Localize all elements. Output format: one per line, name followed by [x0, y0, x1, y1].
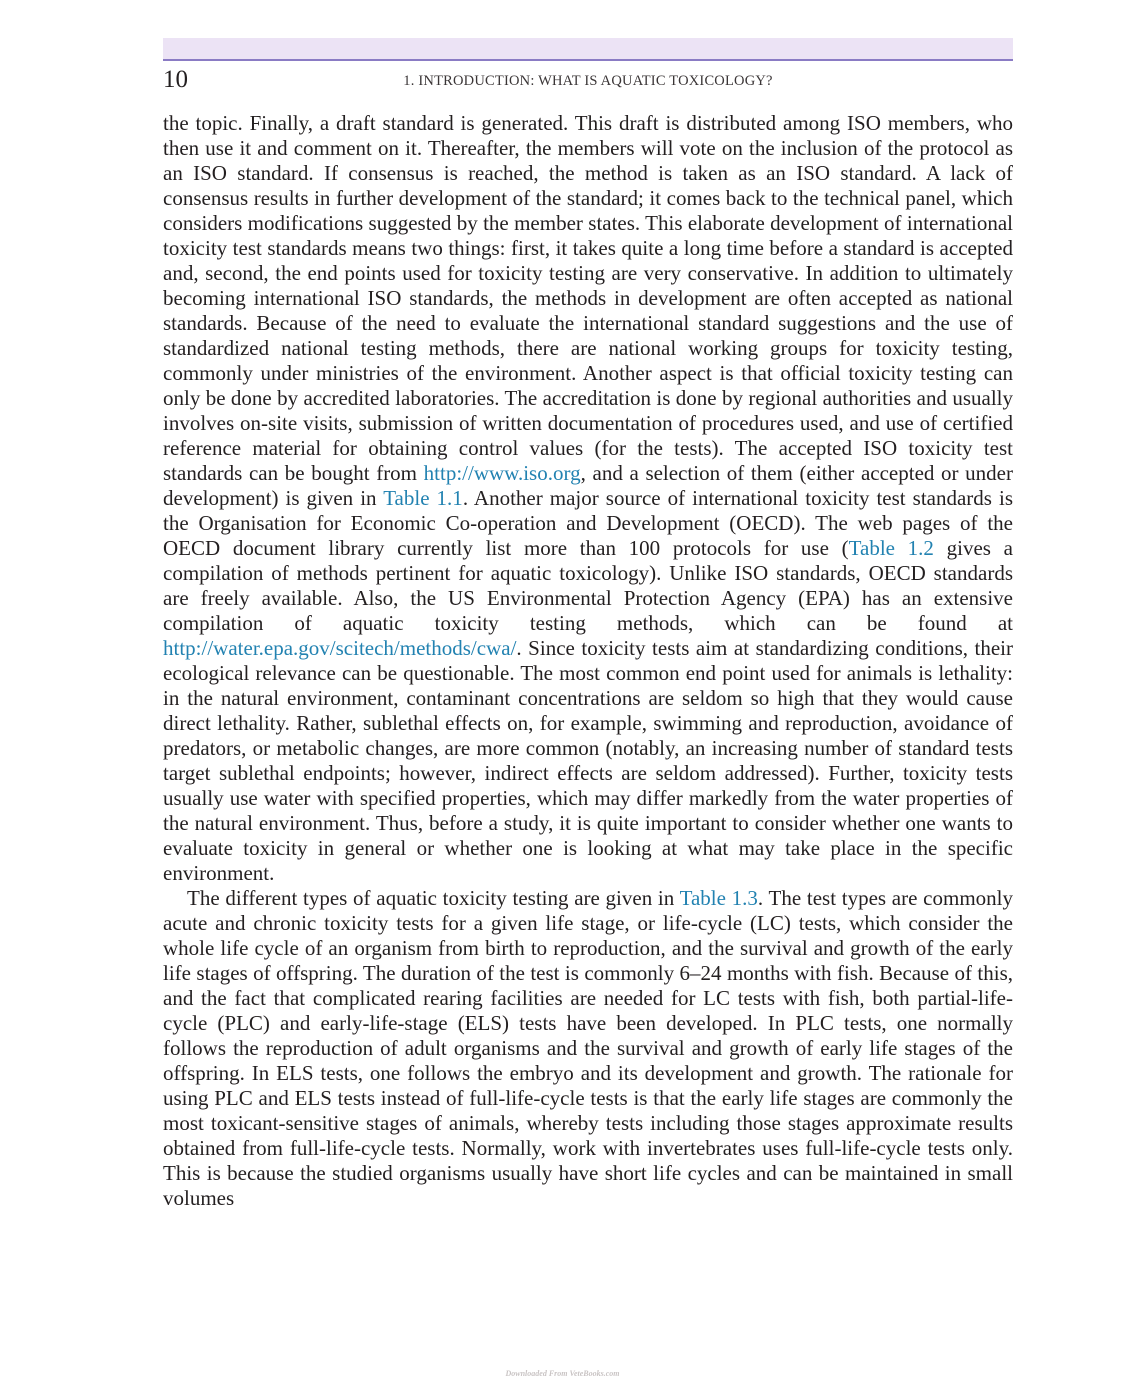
paragraph-1-text-1: the topic. Finally, a draft standard is generated. This draft is distributed among ISO members, who then use it and comment on it. Thereafter, the members will vote on the inclusion of the protocol as an ISO standard. If consensus is reached, the method is taken as an ISO standard. A lack of consensus results in further development of the standard; it comes back to the technical panel, which considers modifications suggested by the member states. This elaborate development of international toxicity test standards means two things: first, it takes quite a long time before a standard is accepted and, second, the end points used for toxicity testing are very conservative. In addition to ultimately becoming international ISO standards, the methods in development are often accepted as national standards. Because of the need to evaluate the international standard suggestions and the use of standardized national testing methods, there are national working groups for toxicity testing, commonly under ministries of the environment. Another aspect is that official toxicity testing can only be done by accredited laboratories. The accreditation is done by regional authorities and usually involves on-site visits, submission of written documentation of procedures used, and use of certified reference material for obtaining control values (for the tests). The accepted ISO toxicity test standards can be bought from — [163, 111, 1013, 485]
paragraph-1-text-3: . Another major source of international toxicity test standards is the Organisation for Economic Co-operation and Development (OECD). The web pages of the OECD document library currently list more than 100 protocols for use ( — [163, 486, 1014, 560]
paragraph-1-text-2: , and a selection of them (either accepted or under development) is given in — [163, 461, 1013, 510]
table-1-2-link[interactable]: Table 1.2 — [848, 536, 934, 560]
paragraph-1-text-4: gives a compilation of methods pertinent for aquatic toxicology). Unlike ISO standards, OECD standards are freely available. Also, the US Environmental Protection Agency (EPA) has an extensive compilation of aquatic toxicity testing methods, which can be found at — [163, 536, 1013, 635]
running-head: 1. INTRODUCTION: WHAT IS AQUATIC TOXICOLOGY? — [403, 73, 773, 89]
epa-link[interactable]: http://water.epa.gov/scitech/methods/cwa/ — [163, 636, 517, 660]
header-band — [163, 38, 1013, 61]
table-1-1-link[interactable]: Table 1.1 — [383, 486, 463, 510]
iso-link[interactable]: http://www.iso.org — [423, 461, 581, 485]
footer-watermark: Downloaded From VeteBooks.com — [505, 1369, 620, 1378]
paragraph-1-text-5: . Since toxicity tests aim at standardizing conditions, their ecological relevance can be questionable. The most common end point used for animals is lethality: in the natural environment, contaminant concentrations are seldom so high that they would cause direct lethality. Rather, sublethal effects on, for example, swimming and reproduction, avoidance of predators, or metabolic changes, are more common (notably, an increasing number of standard tests target sublethal endpoints; however, indirect effects are seldom addressed). Further, toxicity tests usually use water with specified properties, which may differ markedly from the water properties of the natural environment. Thus, before a study, it is quite important to consider whether one wants to evaluate toxicity in general or whether one is looking at what may take place in the specific environment. — [163, 636, 1013, 885]
paragraph-1 — [163, 111, 1013, 886]
paragraph-2-text-1: The different types of aquatic toxicity testing are given in — [187, 886, 680, 910]
page-number: 10 — [163, 66, 188, 93]
paragraph-2 — [163, 886, 1013, 1211]
body-text — [163, 111, 1013, 1211]
paragraph-2-text-2: . The test types are commonly acute and chronic toxicity tests for a given life stage, or life-cycle (LC) tests, which consider the whole life cycle of an organism from birth to reproduction, and the survival and growth of the early life stages of offspring. The duration of the test is commonly 6–24 months with fish. Because of this, and the fact that complicated rearing facilities are needed for LC tests with fish, both partial-life-cycle (PLC) and early-life-stage (ELS) tests have been developed. In PLC tests, one normally follows the reproduction of adult organisms and the survival and growth of early life stages of the offspring. In ELS tests, one follows the embryo and its development and growth. The rationale for using PLC and ELS tests instead of full-life-cycle tests is that the early life stages are commonly the most toxicant-sensitive stages of animals, whereby tests including those stages approximate results obtained from full-life-cycle tests. Normally, work with invertebrates uses full-life-cycle tests only. This is because the studied organisms usually have short life cycles and can be maintained in small volumes — [163, 886, 1013, 1210]
table-1-3-link[interactable]: Table 1.3 — [679, 886, 758, 910]
